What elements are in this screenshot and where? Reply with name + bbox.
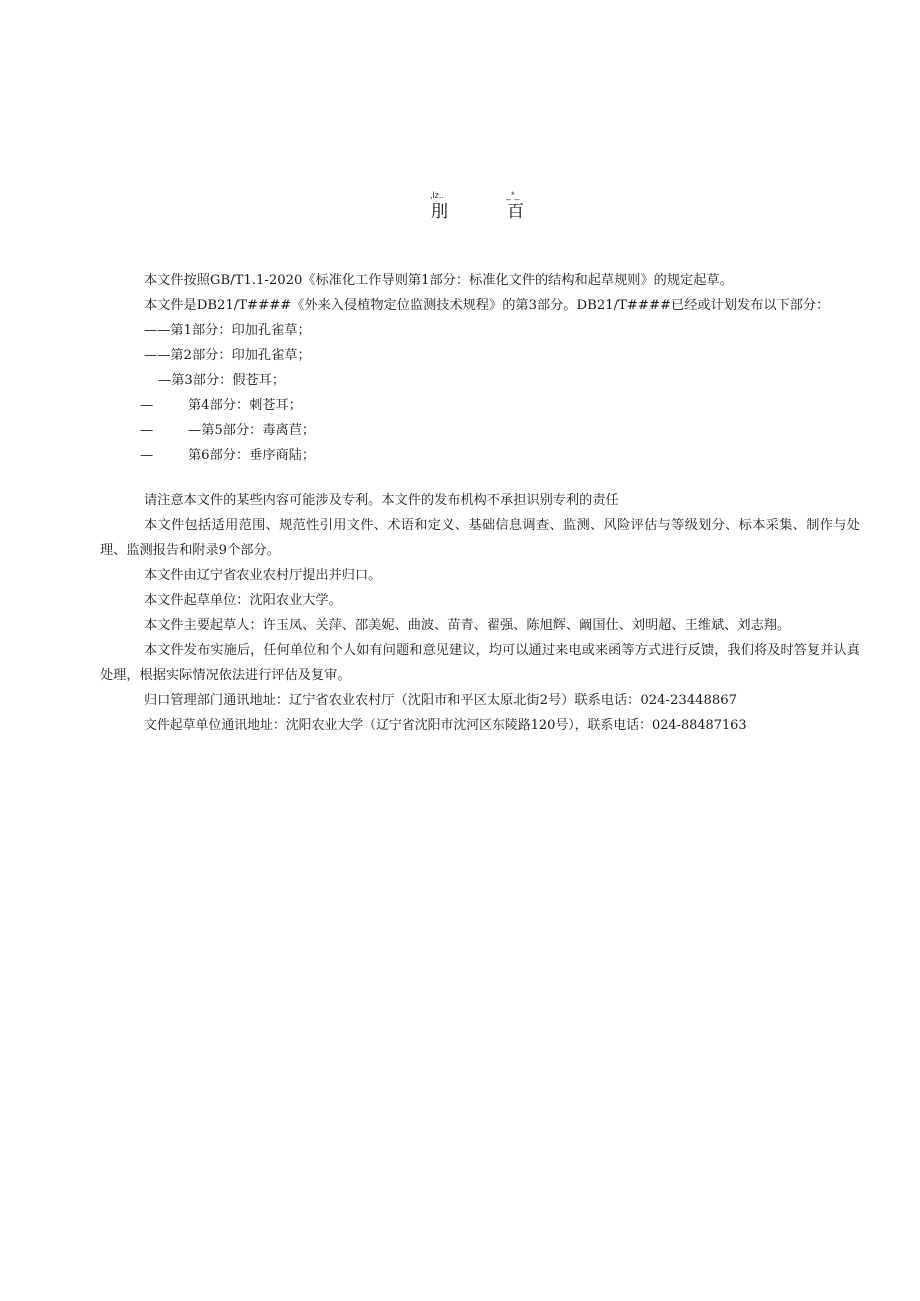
drafters-statement: 本文件主要起草人：许玉凤、关萍、邵美妮、曲波、苗青、翟强、陈旭辉、阚国仕、刘明超、王维斌、刘志翔。	[144, 618, 791, 633]
list-item	[100, 418, 860, 443]
heading-char-left: 刖	[431, 202, 448, 222]
intro-paragraph-2: 本文件是DB21/T####《外来入侵植物定位监测技术规程》的第3部分。DB21/T####已经或计划发布以下部分：	[144, 298, 830, 313]
section-spacer	[100, 468, 860, 488]
scope-statement: 本文件包括适用范围、规范性引用文件、术语和定义、基础信息调查、监测、风险评估与等级划分、标本采集、制作与处理、监测报告和附录9个部分。	[100, 518, 860, 558]
list-item	[100, 343, 860, 368]
foreword-body	[100, 268, 860, 738]
list-dash: —	[158, 373, 172, 388]
intro-paragraph-1: 本文件按照GB/T1.1-2020《标准化工作导则第1部分：标准化文件的结构和起草规则》的规定起草。	[144, 273, 733, 288]
list-text: 第4部分：刺苍耳；	[188, 398, 302, 413]
drafter-contact: 文件起草单位通讯地址：沈阳农业大学（辽宁省沈阳市沈河区东陵路120号），联系电话：024-88487163	[144, 718, 747, 733]
list-dash: —	[140, 448, 154, 463]
list-item	[100, 368, 860, 393]
proposer-statement: 本文件由辽宁省农业农村厅提出并归口。	[144, 568, 382, 583]
list-gap: —	[188, 423, 202, 438]
list-item	[100, 443, 860, 468]
list-dash: ——	[144, 323, 171, 338]
heading-char-right: 百	[507, 202, 524, 222]
patent-notice: 请注意本文件的某些内容可能涉及专利。本文件的发布机构不承担识别专利的责任	[144, 493, 619, 508]
heading-small-right: _*_	[506, 190, 520, 200]
list-text: 第5部分：毒离苣；	[201, 423, 316, 438]
heading-small-left: ,lz..	[430, 190, 445, 200]
list-dash: ——	[144, 348, 171, 363]
list-text: 第6部分：垂序商陆；	[188, 448, 316, 463]
list-text: 第1部分：印加孔雀草；	[170, 323, 311, 338]
parts-list	[100, 318, 860, 468]
admin-contact: 归口管理部门通讯地址：辽宁省农业农村厅（沈阳市和平区太原北街2号）联系电话：024-23448867	[144, 693, 738, 708]
list-text: 第3部分：假苍耳；	[171, 373, 286, 388]
list-item	[100, 393, 860, 418]
feedback-statement: 本文件发布实施后，任何单位和个人如有问题和意见建议，均可以通过来电或来函等方式进行反馈，我们将及时答复并认真处理，根据实际情况依法进行评估及复审。	[100, 643, 860, 683]
list-item	[100, 318, 860, 343]
list-dash: —	[140, 423, 154, 438]
drafting-unit-statement: 本文件起草单位：沈阳农业大学。	[144, 593, 342, 608]
foreword-heading	[0, 190, 920, 230]
list-dash: —	[140, 398, 154, 413]
list-text: 第2部分：印加孔雀草；	[170, 348, 311, 363]
